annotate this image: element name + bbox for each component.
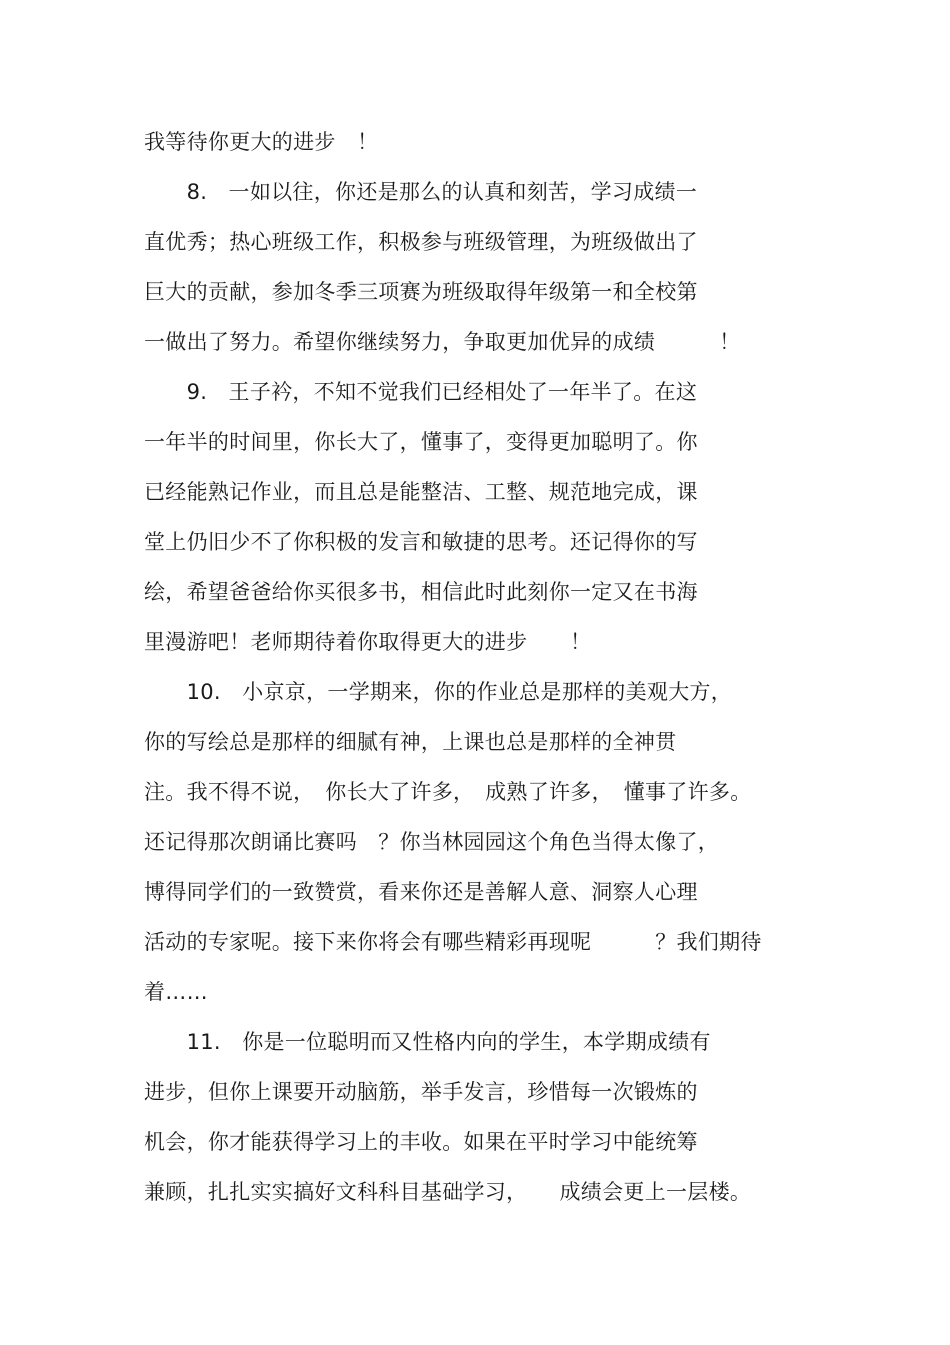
text-line: 直优秀；热心班级工作，积极参与班级管理，为班级做出了 (144, 230, 698, 254)
text-line: 兼顾，扎扎实实搞好文科科目基础学习， 成绩会更上一层楼。 (144, 1180, 752, 1204)
text-line: 进步，但你上课要开动脑筋，举手发言，珍惜每一次锻炼的 (144, 1080, 698, 1104)
text-line: 活动的专家呢。接下来你将会有哪些精彩再现呢 ？我们期待 (144, 930, 762, 954)
text-line: 里漫游吧！老师期待着你取得更大的进步 ！ (144, 630, 592, 654)
text-line: 还记得那次朗诵比赛吗 ？你当林园园这个角色当得太像了， (144, 830, 720, 854)
text-line: 堂上仍旧少不了你积极的发言和敏捷的思考。还记得你的写 (144, 530, 698, 554)
text-line: 10. 小京京，一学期来，你的作业总是那样的美观大方， (144, 680, 733, 704)
text-line: 我等待你更大的进步 ！ (144, 130, 379, 154)
text-line: 你的写绘总是那样的细腻有神，上课也总是那样的全神贯 (144, 730, 677, 754)
text-line: 一做出了努力。希望你继续努力，争取更加优异的成绩 ！ (144, 330, 741, 354)
text-line: 着…… (144, 980, 208, 1004)
text-line: 巨大的贡献，参加冬季三项赛为班级取得年级第一和全校第 (144, 280, 698, 304)
text-line: 注。我不得不说， 你长大了许多， 成熟了许多， 懂事了许多。 (144, 780, 752, 804)
text-line: 8. 一如以往，你还是那么的认真和刻苦，学习成绩一 (144, 180, 698, 204)
text-line: 博得同学们的一致赞赏，看来你还是善解人意、洞察人心理 (144, 880, 698, 904)
text-line: 已经能熟记作业，而且总是能整洁、工整、规范地完成，课 (144, 480, 698, 504)
text-line: 9. 王子衿，不知不觉我们已经相处了一年半了。在这 (144, 380, 698, 404)
text-line: 机会，你才能获得学习上的丰收。如果在平时学习中能统筹 (144, 1130, 698, 1154)
text-line: 11. 你是一位聪明而又性格内向的学生，本学期成绩有 (144, 1030, 711, 1054)
text-line: 绘，希望爸爸给你买很多书，相信此时此刻你一定又在书海 (144, 580, 698, 604)
text-line: 一年半的时间里，你长大了，懂事了，变得更加聪明了。你 (144, 430, 698, 454)
